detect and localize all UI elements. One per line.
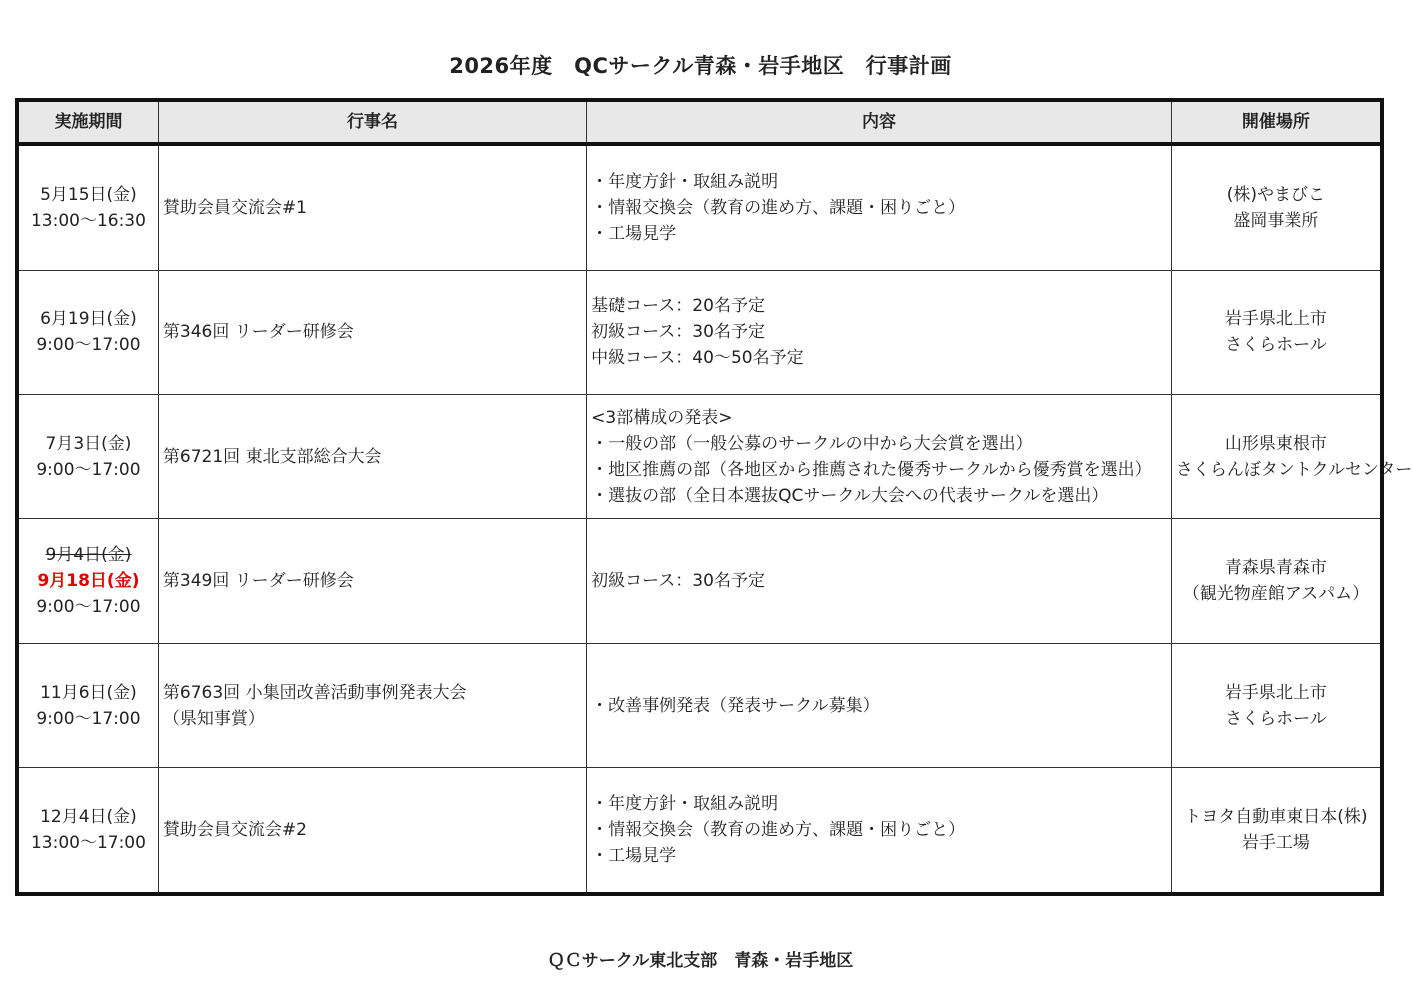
- schedule-table: [15, 98, 1412, 896]
- event-date: 5月15日(金): [40, 184, 137, 205]
- content-cell: [587, 643, 1172, 767]
- content-line: ・工場見学: [591, 846, 677, 867]
- page-title: 2026年度 QCサークル青森・岩手地区 行事計画: [449, 54, 952, 78]
- date-cell: [17, 768, 158, 894]
- cancelled-date: 9月4日(金): [45, 545, 132, 566]
- venue-line: (株)やまびこ: [1226, 184, 1326, 205]
- venue-cell: [1171, 768, 1382, 894]
- venue-cell: [1171, 643, 1382, 767]
- header-content: 内容: [587, 100, 1172, 144]
- venue-line: さくらホール: [1225, 708, 1327, 729]
- footer-organization: ＱＣサークル東北支部 青森・岩手地区: [547, 951, 854, 971]
- date-cell: [17, 270, 158, 394]
- event-date: 12月4日(金): [40, 807, 137, 828]
- venue-line: さくらホール: [1225, 335, 1327, 356]
- table-row: [17, 768, 1382, 894]
- content-line: 初級コース：30名予定: [591, 571, 765, 592]
- event-name-cell: [158, 270, 586, 394]
- event-time: 9:00～17:00: [36, 708, 141, 729]
- venue-line: トヨタ自動車東日本(株): [1184, 807, 1368, 828]
- date-cell: [17, 394, 158, 518]
- event-name-cell: [158, 519, 586, 643]
- header-date: 実施期間: [17, 100, 158, 144]
- venue-line: さくらんぼタントクルセンター: [1175, 459, 1412, 480]
- header-name: 行事名: [158, 100, 586, 144]
- event-name-cell: [158, 768, 586, 894]
- venue-cell: [1171, 519, 1382, 643]
- table-row: [17, 643, 1382, 767]
- content-line: 中級コース：40～50名予定: [591, 348, 804, 369]
- header-row: [17, 100, 1382, 144]
- table-row: [17, 270, 1382, 394]
- content-line: ・選抜の部（全日本選抜QCサークル大会への代表サークルを選出）: [591, 485, 1109, 506]
- event-name: 賛助会員交流会#1: [162, 197, 307, 218]
- venue-line: 盛岡事業所: [1233, 210, 1319, 231]
- venue-cell: [1171, 394, 1412, 518]
- content-line: 基礎コース：20名予定: [591, 296, 765, 317]
- event-time: 13:00～17:00: [30, 833, 146, 854]
- event-name-sub: （県知事賞）: [162, 708, 265, 729]
- content-cell: [587, 394, 1172, 518]
- event-date: 7月3日(金): [45, 433, 132, 454]
- content-line: ・年度方針・取組み説明: [591, 794, 779, 815]
- event-name: 第6763回 小集団改善活動事例発表大会: [162, 682, 467, 703]
- event-time: 9:00～17:00: [36, 335, 141, 356]
- venue-line: （観光物産館アスパム）: [1182, 584, 1370, 605]
- event-name: 第346回 リーダー研修会: [162, 322, 354, 343]
- content-line: ・工場見学: [591, 223, 677, 244]
- content-line: ・改善事例発表（発表サークル募集）: [591, 695, 880, 716]
- date-cell: [17, 144, 158, 270]
- event-name-cell: [158, 394, 586, 518]
- event-time: 9:00～17:00: [36, 597, 141, 618]
- content-line: ・年度方針・取組み説明: [591, 171, 779, 192]
- event-time: 9:00～17:00: [36, 459, 141, 480]
- header-venue: 開催場所: [1171, 100, 1382, 144]
- content-line: 初級コース：30名予定: [591, 322, 765, 343]
- event-name-cell: [158, 643, 586, 767]
- event-date-changed: 9月18日(金): [37, 571, 140, 592]
- event-date: 6月19日(金): [40, 309, 137, 330]
- content-cell: [587, 144, 1172, 270]
- venue-line: 岩手県北上市: [1224, 309, 1327, 330]
- content-line: ・一般の部（一般公募のサークルの中から大会賞を選出）: [591, 433, 1033, 454]
- content-line: ・情報交換会（教育の進め方、課題・困りごと）: [591, 197, 966, 218]
- content-line: <3部構成の発表>: [591, 407, 733, 428]
- venue-line: 岩手工場: [1241, 833, 1310, 854]
- event-name: 第6721回 東北支部総合大会: [162, 446, 382, 467]
- venue-line: 山形県東根市: [1224, 433, 1327, 454]
- event-name-cell: [158, 144, 586, 270]
- table-row: [17, 144, 1382, 270]
- venue-line: 青森県青森市: [1224, 558, 1327, 579]
- event-date: 11月6日(金): [40, 682, 137, 703]
- table-row: [17, 519, 1382, 643]
- venue-line: 岩手県北上市: [1224, 682, 1327, 703]
- content-cell: [587, 519, 1172, 643]
- content-line: ・情報交換会（教育の進め方、課題・困りごと）: [591, 820, 966, 841]
- content-line: ・地区推薦の部（各地区から推薦された優秀サークルから優秀賞を選出）: [591, 459, 1152, 480]
- date-cell: [17, 643, 158, 767]
- content-cell: [587, 768, 1172, 894]
- venue-cell: [1171, 144, 1382, 270]
- content-cell: [587, 270, 1172, 394]
- event-name: 賛助会員交流会#2: [162, 820, 307, 841]
- table-row: [17, 394, 1382, 518]
- event-time: 13:00～16:30: [30, 210, 146, 231]
- event-name: 第349回 リーダー研修会: [162, 571, 354, 592]
- date-cell: [17, 519, 158, 643]
- venue-cell: [1171, 270, 1382, 394]
